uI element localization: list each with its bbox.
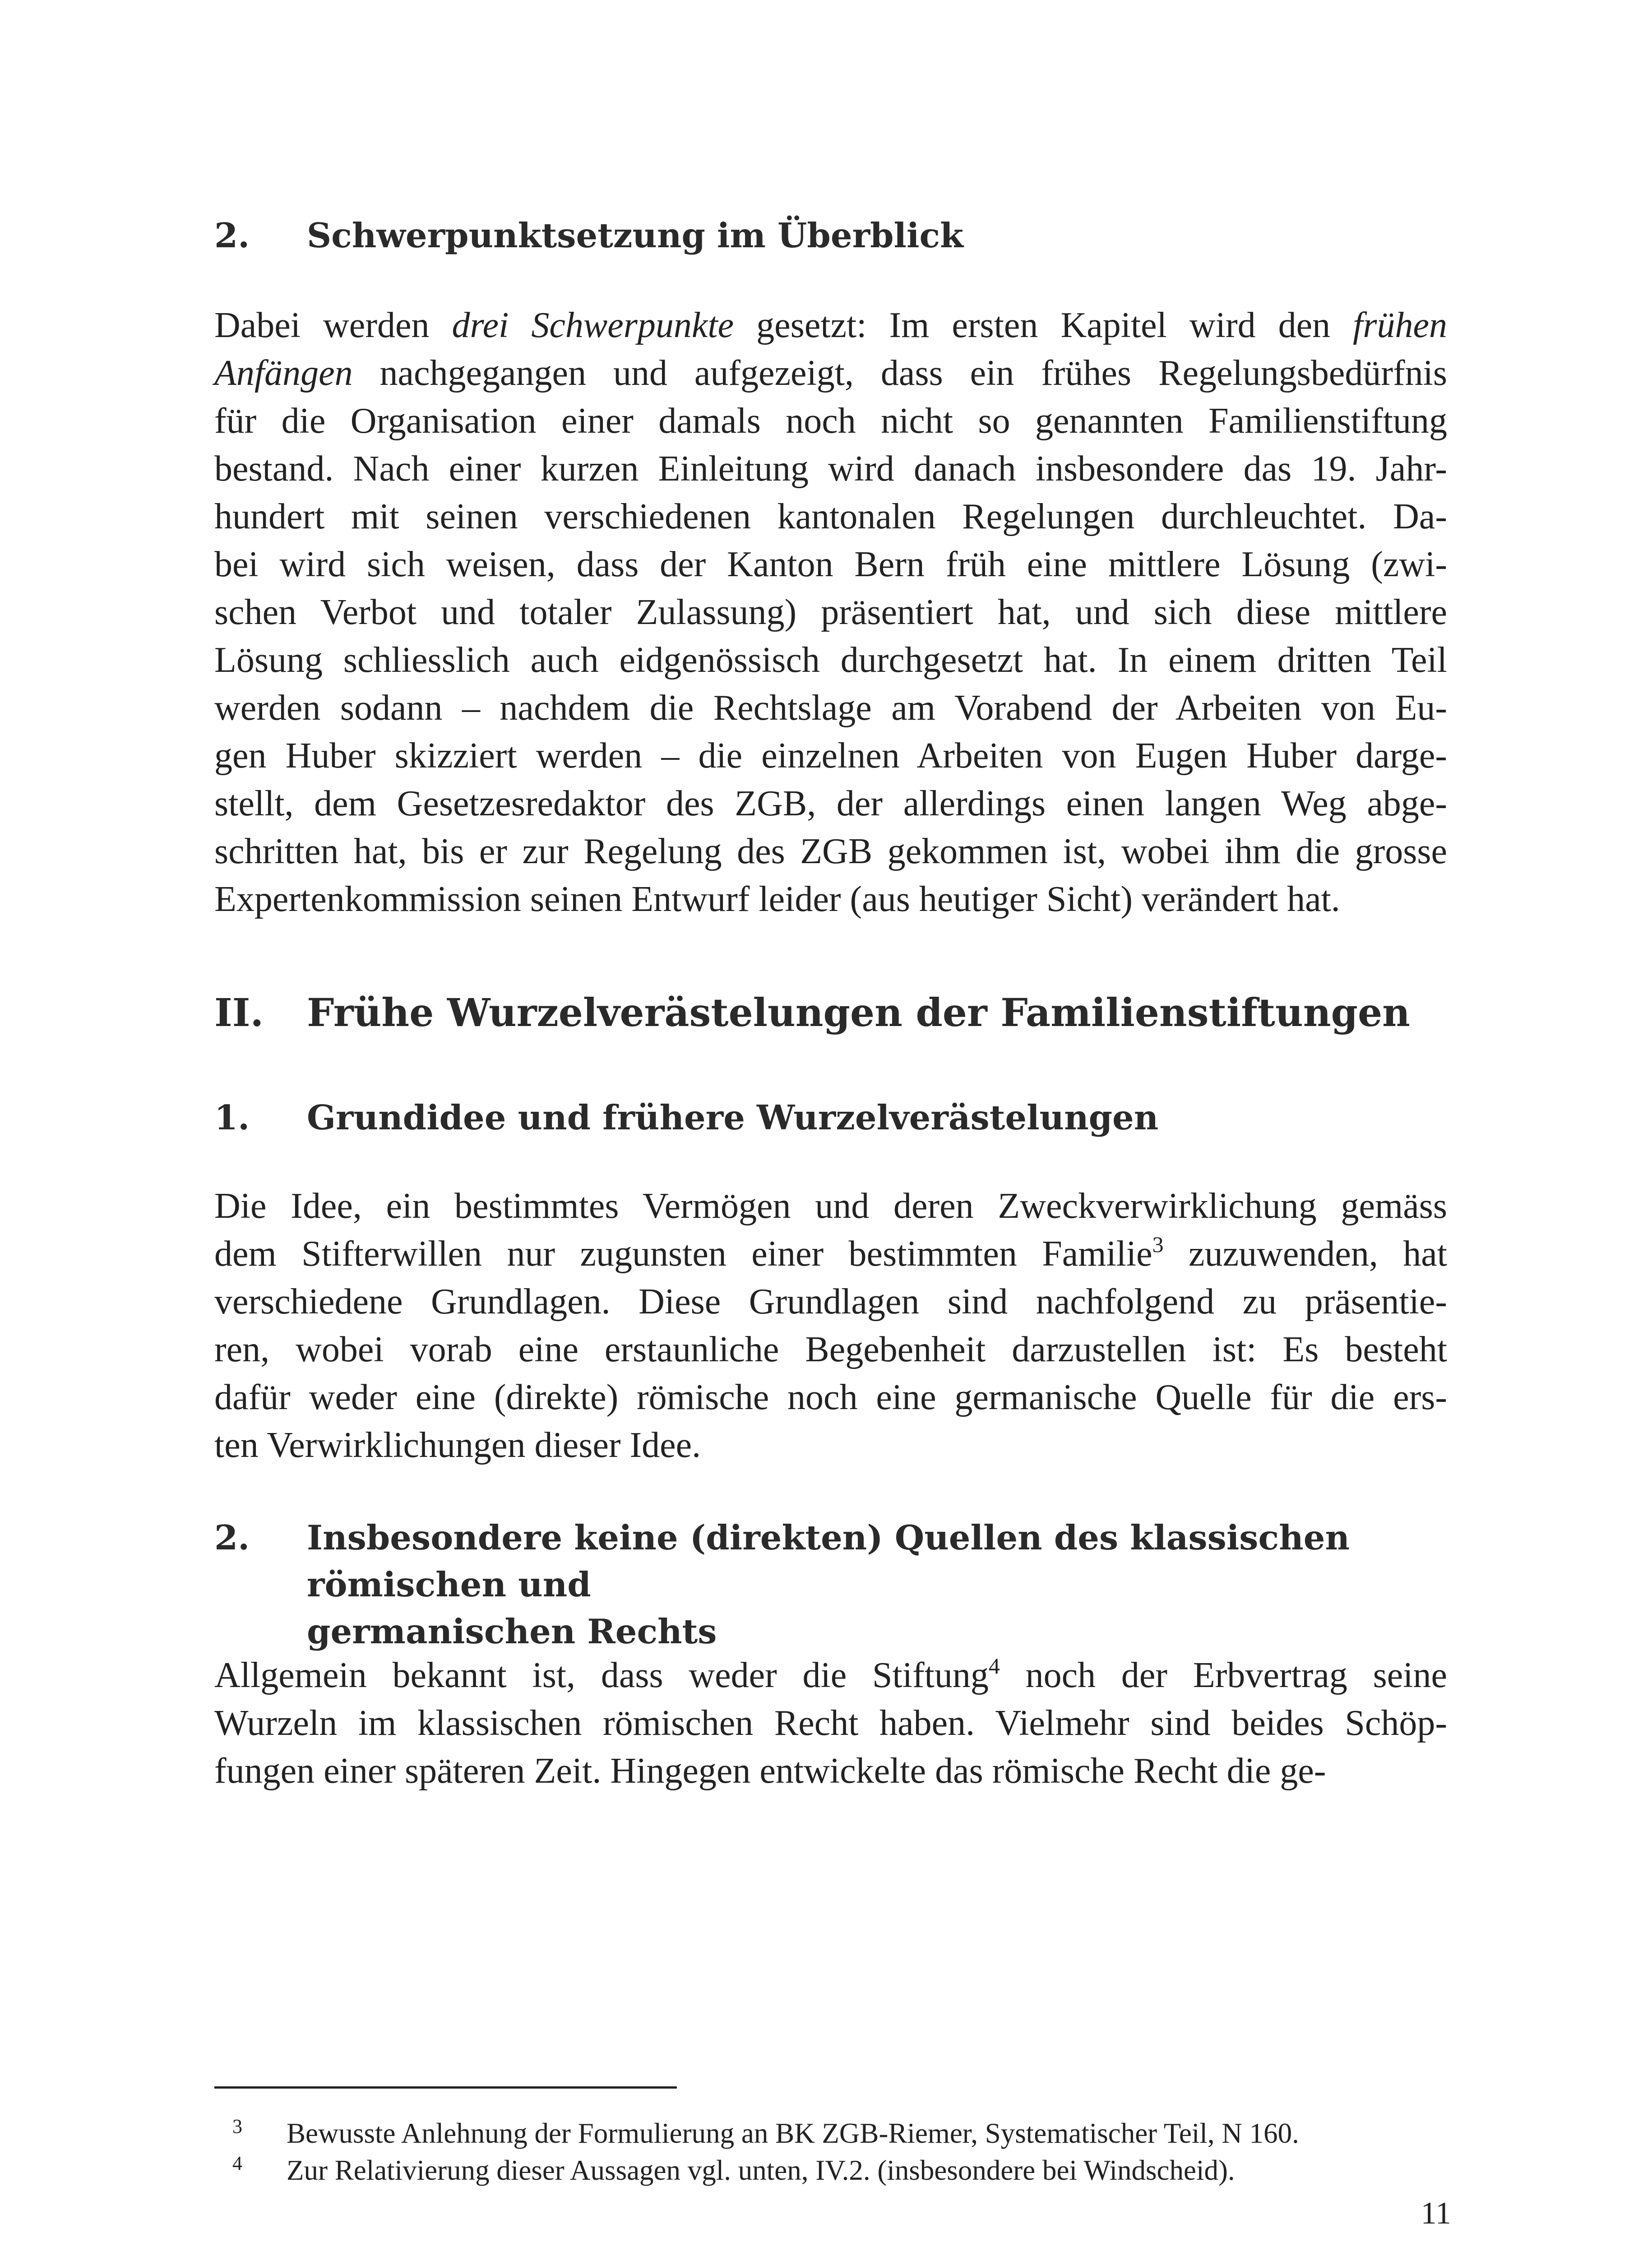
text-line: dem Stifterwillen nur zugunsten einer bestimmten Familie$^3$ zuzuwenden, hat bbox=[214, 1232, 1447, 1274]
text-line: verschiedene Grundlagen. Diese Grundlagen sind nachfolgend zu präsentie- bbox=[214, 1282, 1447, 1322]
footnote-reference[interactable]: 3 bbox=[1152, 1232, 1164, 1257]
text-line: dafür weder eine (direkte) römische noch eine germanische Quelle für die ers- bbox=[214, 1378, 1447, 1417]
text-line: Die Idee, ein bestimmtes Vermögen und deren Zweckverwirklichung gemäss bbox=[214, 1186, 1447, 1226]
text-line: Expertenkommission seinen Entwurf leider (aus heutiger Sicht) verändert hat. bbox=[214, 879, 1340, 919]
text-line: Lösung schliesslich auch eidgenössisch durchgesetzt hat. In einem dritten Teil bbox=[214, 640, 1447, 680]
text-line: werden sodann – nachdem die Rechtslage am Vorabend der Arbeiten von Eu- bbox=[214, 688, 1447, 728]
text-line: fungen einer späteren Zeit. Hingegen entwickelte das römische Recht die ge- bbox=[214, 1751, 1326, 1791]
text-line: schen Verbot und totaler Zulassung) präsentiert hat, und sich diese mittlere bbox=[214, 592, 1447, 632]
section-title: Grundidee und frühere Wurzelverästelungen bbox=[307, 1098, 1159, 1137]
text-line: Anfängen nachgegangen und aufgezeigt, dass ein frühes Regelungsbedürfnis bbox=[214, 353, 1447, 393]
footnote-3 bbox=[214, 2115, 1460, 2151]
section-title: Schwerpunktsetzung im Überblick bbox=[307, 216, 964, 255]
text-line: hundert mit seinen verschiedenen kantonalen Regelungen durchleuchtet. Da- bbox=[214, 497, 1447, 536]
emphasis: frühen bbox=[1353, 305, 1447, 345]
text-line: stellt, dem Gesetzesredaktor des ZGB, der allerdings einen langen Weg abge- bbox=[214, 784, 1447, 823]
section-number: 2. bbox=[214, 216, 250, 255]
footnote-reference[interactable]: 4 bbox=[988, 1653, 1000, 1678]
section-number: 1. bbox=[214, 1098, 250, 1137]
footnote-number: 3 bbox=[232, 2115, 242, 2137]
footnote-4 bbox=[214, 2152, 1460, 2188]
chapter-number: II. bbox=[214, 990, 264, 1036]
text-line: für die Organisation einer damals noch nicht so genannten Familienstiftung bbox=[214, 401, 1447, 441]
section-number: 2. bbox=[214, 1518, 250, 1558]
section-heading-2 bbox=[214, 212, 1460, 259]
page-number: 11 bbox=[1421, 2196, 1451, 2231]
text-line: ren, wobei vorab eine erstaunliche Begebenheit darzustellen ist: Es besteht bbox=[214, 1330, 1447, 1369]
text-line: bei wird sich weisen, dass der Kanton Bern früh eine mittlere Lösung (zwi- bbox=[214, 545, 1447, 584]
section-heading-II-2 bbox=[214, 1514, 1460, 1655]
chapter-heading-II bbox=[214, 988, 1460, 1038]
text-line: bestand. Nach einer kurzen Einleitung wird danach insbesondere das 19. Jahr- bbox=[214, 449, 1447, 489]
emphasis: drei Schwerpunkte bbox=[452, 305, 734, 345]
paragraph-2 bbox=[214, 1182, 1447, 1469]
text-line: Dabei werden drei Schwerpunkte gesetzt: Im ersten Kapitel wird den frühen bbox=[214, 305, 1447, 345]
text-line: gen Huber skizziert werden – die einzelnen Arbeiten von Eugen Huber darge- bbox=[214, 736, 1447, 776]
footnote-separator bbox=[214, 2086, 677, 2089]
text-line: Allgemein bekannt ist, dass weder die Stiftung$^4$ noch der Erbvertrag seine bbox=[214, 1653, 1447, 1695]
section-title-line-1: Insbesondere keine (direkten) Quellen des klassischen römischen und bbox=[307, 1518, 1350, 1604]
text-line: schritten hat, bis er zur Regelung des ZGB gekommen ist, wobei ihm die grosse bbox=[214, 832, 1447, 871]
footnote-text: Bewusste Anlehnung der Formulierung an BK ZGB-Riemer, Systematischer Teil, N 160. bbox=[287, 2117, 1299, 2149]
text-line: ten Verwirklichungen dieser Idee. bbox=[214, 1425, 701, 1465]
section-title-line-2: germanischen Rechts bbox=[307, 1612, 717, 1651]
paragraph-3 bbox=[214, 1651, 1447, 1795]
section-title bbox=[307, 1514, 1460, 1655]
paragraph-1 bbox=[214, 301, 1447, 923]
footnote-text: Zur Relativierung dieser Aussagen vgl. unten, IV.2. (insbesondere bei Windscheid). bbox=[287, 2154, 1235, 2186]
emphasis: Anfängen bbox=[214, 353, 353, 393]
text-line: Wurzeln im klassischen römischen Recht haben. Vielmehr sind beides Schöp- bbox=[214, 1703, 1447, 1743]
footnote-number: 4 bbox=[232, 2152, 242, 2174]
section-heading-II-1 bbox=[214, 1094, 1460, 1141]
chapter-title: Frühe Wurzelverästelungen der Familienstiftungen bbox=[307, 990, 1410, 1036]
